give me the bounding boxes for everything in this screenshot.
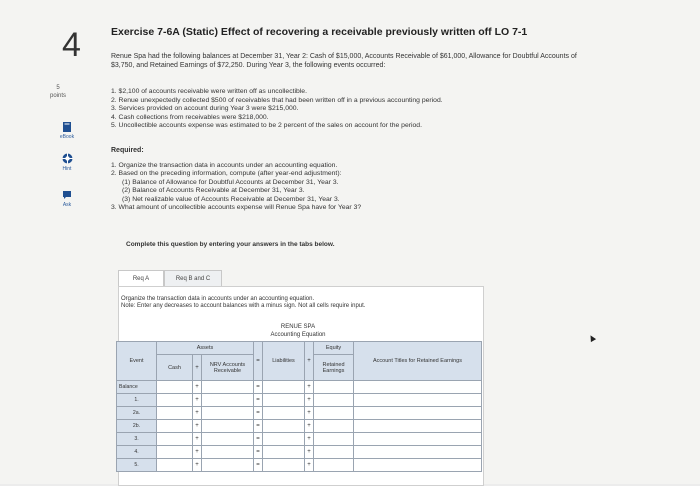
list-item: 2. Based on the preceding information, compute (after year-end adjustment): <box>111 170 342 178</box>
row-label: 5. <box>117 459 157 472</box>
row-label: 2b. <box>117 420 157 433</box>
account-title-select[interactable] <box>354 394 482 407</box>
list-item: 3. What amount of uncollectible accounts expense will Renue Spa have for Year 3? <box>111 204 362 212</box>
hint-icon <box>62 153 73 164</box>
cash-input[interactable] <box>157 381 193 394</box>
list-item: 3. Services provided on account during Year 3 were $215,000. <box>111 105 299 113</box>
header-retained-earnings: Retained Earnings <box>314 355 354 381</box>
retained-input[interactable] <box>314 407 354 420</box>
header-nrv: NRV Accounts Receivable <box>202 355 254 381</box>
list-item: 4. Cash collections from receivables were $218,000. <box>111 113 269 121</box>
cash-input[interactable] <box>157 407 193 420</box>
table-row <box>117 446 482 459</box>
plus-sign: + <box>305 420 314 433</box>
hint-label: Hint <box>62 166 72 172</box>
exercise-title: Exercise 7-6A (Static) Effect of recovering a receivable previously written off LO 7-1 <box>111 26 528 38</box>
account-title-select[interactable] <box>354 407 482 420</box>
header-event: Event <box>117 342 157 381</box>
plus-sign: + <box>193 433 202 446</box>
question-number: 4 <box>62 26 81 64</box>
plus-sign: + <box>193 355 202 381</box>
equation-name: Accounting Equation <box>270 332 326 338</box>
row-label: 4. <box>117 446 157 459</box>
nrv-input[interactable] <box>202 446 254 459</box>
points-label: points <box>50 93 67 99</box>
equals-sign: = <box>254 394 263 407</box>
list-item: 1. $2,100 of accounts receivable were written off as uncollectible. <box>111 88 307 95</box>
ask-icon <box>62 190 72 200</box>
equation-title <box>232 323 364 339</box>
cash-input[interactable] <box>157 446 193 459</box>
table-row <box>117 381 482 394</box>
plus-sign: + <box>193 446 202 459</box>
hint-button[interactable] <box>52 153 82 172</box>
account-title-select[interactable] <box>354 433 482 446</box>
mouse-cursor-icon <box>588 334 596 342</box>
liabilities-input[interactable] <box>263 433 305 446</box>
header-assets: Assets <box>157 342 254 355</box>
table-row <box>117 394 482 407</box>
book-icon <box>63 122 71 132</box>
instruction-note: Note: Enter any decreases to account balances with a minus sign. Not all cells require input. <box>121 303 366 309</box>
ask-button[interactable] <box>52 190 82 208</box>
list-item: 1. Organize the transaction data in accounts under an accounting equation. <box>111 162 338 169</box>
liabilities-input[interactable] <box>263 459 305 472</box>
nrv-input[interactable] <box>202 420 254 433</box>
plus-sign: + <box>305 407 314 420</box>
liabilities-input[interactable] <box>263 381 305 394</box>
plus-sign: + <box>305 433 314 446</box>
tab-instructions <box>121 296 365 310</box>
plus-sign: + <box>193 381 202 394</box>
plus-sign: + <box>193 394 202 407</box>
nrv-input[interactable] <box>202 394 254 407</box>
ask-label: Ask <box>62 202 72 208</box>
accounting-equation-table <box>116 341 482 472</box>
cash-input[interactable] <box>157 394 193 407</box>
required-heading: Required: <box>111 147 144 154</box>
plus-sign: + <box>305 381 314 394</box>
ebook-label: eBook <box>59 134 75 140</box>
retained-input[interactable] <box>314 381 354 394</box>
row-label: 3. <box>117 433 157 446</box>
list-item: (1) Balance of Allowance for Doubtful Accounts at December 31, Year 3. <box>122 178 339 186</box>
header-liabilities: Liabilities <box>263 342 305 381</box>
nrv-input[interactable] <box>202 433 254 446</box>
cash-input[interactable] <box>157 459 193 472</box>
problem-paragraph: Renue Spa had the following balances at December 31, Year 2: Cash of $15,000, Accounts Receivable of $61,000, Allowance for Doubtful Accounts of $3,750, and Retained Earnings of $72,250. During Year 3, the following events occurred: <box>111 53 577 69</box>
header-equity: Equity <box>314 342 354 355</box>
list-item: (3) Net realizable value of Accounts Receivable at December 31, Year 3. <box>122 195 340 203</box>
retained-input[interactable] <box>314 459 354 472</box>
row-label: Balance <box>117 381 157 394</box>
tab-req-b-and-c[interactable]: Req B and C <box>164 270 222 287</box>
equals-sign: = <box>254 381 263 394</box>
complete-instruction: Complete this question by entering your answers in the tabs below. <box>126 241 335 248</box>
requirements-list <box>111 162 361 212</box>
instruction-line: Organize the transaction data in accounts under an accounting equation. <box>121 296 315 302</box>
company-name: RENUE SPA <box>280 324 316 330</box>
plus-sign: + <box>305 459 314 472</box>
nrv-input[interactable] <box>202 381 254 394</box>
equals-sign: = <box>254 407 263 420</box>
cash-input[interactable] <box>157 433 193 446</box>
retained-input[interactable] <box>314 394 354 407</box>
table-row <box>117 433 482 446</box>
plus-sign: + <box>193 420 202 433</box>
equals-sign: = <box>254 446 263 459</box>
points-value: 5 <box>56 85 60 91</box>
list-item: 5. Uncollectible accounts expense was estimated to be 2 percent of the sales on account for the period. <box>111 122 422 130</box>
equals-sign: = <box>254 420 263 433</box>
header-account-titles: Account Titles for Retained Earnings <box>354 342 482 381</box>
account-title-select[interactable] <box>354 446 482 459</box>
cash-input[interactable] <box>157 420 193 433</box>
plus-sign: + <box>305 394 314 407</box>
table-row <box>117 407 482 420</box>
points-info <box>50 84 66 100</box>
equals-sign: = <box>254 342 263 381</box>
plus-sign: + <box>305 446 314 459</box>
events-list <box>111 88 443 131</box>
nrv-input[interactable] <box>202 459 254 472</box>
liabilities-input[interactable] <box>263 407 305 420</box>
account-title-select[interactable] <box>354 420 482 433</box>
plus-sign: + <box>193 407 202 420</box>
equals-sign: = <box>254 433 263 446</box>
liabilities-input[interactable] <box>263 446 305 459</box>
account-title-select[interactable] <box>354 459 482 472</box>
table-row <box>117 459 482 472</box>
tab-req-a[interactable]: Req A <box>118 270 164 287</box>
retained-input[interactable] <box>314 446 354 459</box>
plus-sign: + <box>305 342 314 381</box>
liabilities-input[interactable] <box>263 420 305 433</box>
list-item: (2) Balance of Accounts Receivable at December 31, Year 3. <box>122 187 305 195</box>
ebook-button[interactable] <box>52 122 82 140</box>
list-item: 2. Renue unexpectedly collected $500 of receivables that had been written off in a previous accounting period. <box>111 96 443 104</box>
nrv-input[interactable] <box>202 407 254 420</box>
equals-sign: = <box>254 459 263 472</box>
retained-input[interactable] <box>314 433 354 446</box>
liabilities-input[interactable] <box>263 394 305 407</box>
complete-instruction-box <box>118 228 498 250</box>
plus-sign: + <box>193 459 202 472</box>
account-title-select[interactable] <box>354 381 482 394</box>
table-row <box>117 420 482 433</box>
header-cash: Cash <box>157 355 193 381</box>
row-label: 2a. <box>117 407 157 420</box>
row-label: 1. <box>117 394 157 407</box>
retained-input[interactable] <box>314 420 354 433</box>
